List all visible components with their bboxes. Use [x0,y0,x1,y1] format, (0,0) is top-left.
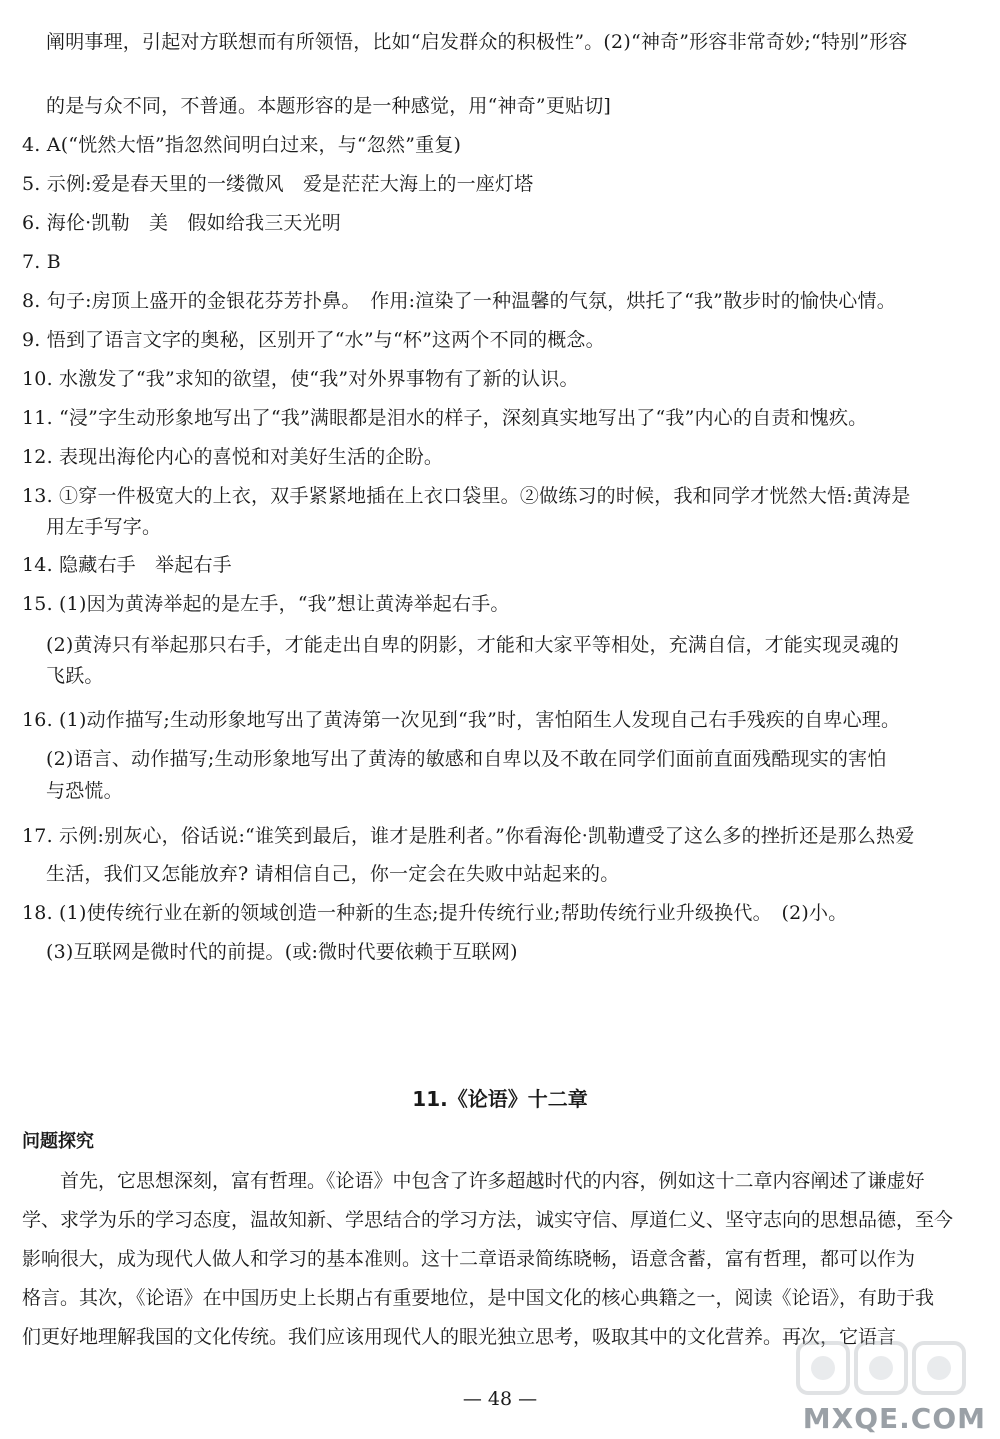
answer-line: 14. 隐藏右手 举起右手 [22,554,232,576]
paragraph-line: 格言。其次，《论语》在中国历史上长期占有重要地位，是中国文化的核心典籍之一，阅读《论语》，有助于我 [22,1287,935,1309]
answer-line: 用左手写字。 [46,516,162,538]
answer-line: 11. “浸”字生动形象地写出了“我”满眼都是泪水的样子，深刻真实地写出了“我”内心的自责和愧疚。 [22,407,868,429]
answer-line: 生活，我们又怎能放弃? 请相信自己，你一定会在失败中站起来的。 [46,863,620,885]
watermark-text: MXQE.COM [802,1402,986,1435]
page-number: — 48 — [462,1388,538,1410]
answer-line: 5. 示例:爱是春天里的一缕微风 爱是茫茫大海上的一座灯塔 [22,173,534,195]
answer-line: 17. 示例:别灰心，俗话说:“谁笑到最后，谁才是胜利者。”你看海伦·凯勒遭受了这么多的挫折还是那么热爱 [22,825,915,847]
paragraph-line: 影响很大，成为现代人做人和学习的基本准则。这十二章语录简练晓畅，语意含蓄，富有哲理，都可以作为 [22,1248,916,1270]
answer-line: 的是与众不同，不普通。本题形容的是一种感觉，用“神奇”更贴切] [46,95,612,117]
answer-line: 7. B [22,251,61,273]
answer-line: (3)互联网是微时代的前提。(或:微时代要依赖于互联网) [46,941,518,963]
answer-line: 与恐慌。 [46,780,123,802]
answer-line: 15. (1)因为黄涛举起的是左手，“我”想让黄涛举起右手。 [22,593,510,615]
answer-line: 4. A(“恍然大悟”指忽然间明白过来，与“忽然”重复) [22,134,462,156]
answer-line: 18. (1)使传统行业在新的领域创造一种新的生态;提升传统行业;帮助传统行业升级换代。 (2)小。 [22,902,848,924]
answer-line: 13. ①穿一件极宽大的上衣，双手紧紧地插在上衣口袋里。②做练习的时候，我和同学才恍然大悟:黄涛是 [22,485,911,507]
answer-line: 12. 表现出海伦内心的喜悦和对美好生活的企盼。 [22,446,444,468]
section-heading: 问题探究 [22,1131,94,1152]
answer-line: (2)黄涛只有举起那只右手，才能走出自卑的阴影，才能和大家平等相处，充满自信，才能实现灵魂的 [46,634,900,656]
answer-line: 10. 水激发了“我”求知的欲望，使“我”对外界事物有了新的认识。 [22,368,579,390]
lesson-title: 11.《论语》十二章 [412,1087,588,1111]
answer-line: 16. (1)动作描写;生动形象地写出了黄涛第一次见到“我”时，害怕陌生人发现自己右手残疾的自卑心理。 [22,709,901,731]
paragraph-line: 们更好地理解我国的文化传统。我们应该用现代人的眼光独立思考，吸取其中的文化营养。再次，它语言 [22,1326,897,1348]
answer-line: 9. 悟到了语言文字的奥秘，区别开了“水”与“杯”这两个不同的概念。 [22,329,605,351]
answer-line: 6. 海伦·凯勒 美 假如给我三天光明 [22,212,342,234]
answer-line: 阐明事理，引起对方联想而有所领悟，比如“启发群众的积极性”。(2)“神奇”形容非常奇妙;“特别”形容 [46,31,908,53]
answer-line: 飞跃。 [46,665,104,687]
answer-line: 8. 句子:房顶上盛开的金银花芬芳扑鼻。 作用:渲染了一种温馨的气氛，烘托了“我”散步时的愉快心情。 [22,290,896,312]
paragraph-line: 首先，它思想深刻，富有哲理。《论语》中包含了许多超越时代的内容，例如这十二章内容阐述了谦虚好 [22,1170,925,1192]
answer-line: (2)语言、动作描写;生动形象地写出了黄涛的敏感和自卑以及不敢在同学们面前直面残酷现实的害怕 [46,748,887,770]
paragraph-line: 学、求学为乐的学习态度，温故知新、学思结合的学习方法，诚实守信、厚道仁义、坚守志向的思想品德，至今 [22,1209,954,1231]
